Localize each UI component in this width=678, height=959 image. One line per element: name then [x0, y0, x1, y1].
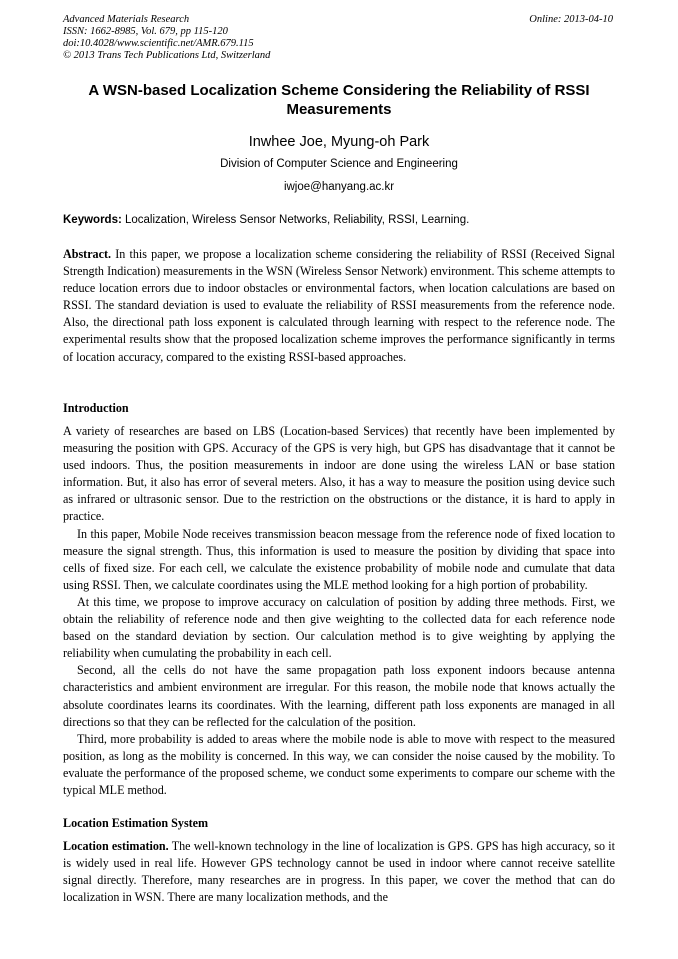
issn-line: ISSN: 1662-8985, Vol. 679, pp 115-120 — [63, 26, 228, 37]
introduction-heading: Introduction — [63, 401, 129, 415]
paper-authors: Inwhee Joe, Myung-oh Park — [248, 134, 430, 150]
abstract-text: In this paper, we propose a localization scheme considering the reliability of RSSI (Received Signal Strength Indication) measurements in the WSN (Wireless Sensor Network) environment. This scheme attempts to reduce location errors due to indoor obstacles or environmental factors, when location calculations are based on RSSI. The standard deviation is used to evaluate the reliability of RSSI measurements from the reference node. Also, the directional path loss exponent is calculated through learning with respect to the reference node. The experimental results show that the proposed localization scheme improves the performance significantly in terms of location accuracy, compared to the existing RSSI-based approaches. — [63, 247, 615, 364]
abstract-label: Abstract. — [63, 247, 112, 261]
author-email[interactable]: iwjoe@hanyang.ac.kr — [283, 181, 395, 193]
online-date: Online: 2013-04-10 — [529, 14, 613, 25]
doi-line[interactable]: doi:10.4028/www.scientific.net/AMR.679.115 — [63, 38, 254, 49]
paper-affiliation: Division of Computer Science and Engineering — [220, 158, 458, 170]
intro-paragraph: A variety of researches are based on LBS (Location-based Services) that recently have been implemented by measuring the position with GPS. Accuracy of the GPS is very high, but GPS has disadvantage that it cannot be used indoors. Thus, the position measurements in indoor are done using the wireless LAN or base station information. But, it also has error of several meters. Also, it has a way to measure the position using device such as infrared or ultrasonic sensor. Due to the restriction on the obstructions or the distance, it is hard to apply in practice. — [63, 424, 615, 524]
copyright-line: © 2013 Trans Tech Publications Ltd, Switzerland — [63, 50, 271, 61]
location-estimation-lead: Location estimation. — [63, 839, 169, 853]
intro-paragraph: Second, all the cells do not have the same propagation path loss exponent indoors because antenna characteristics and ambient environment are irregular. For this reason, the mobile node that knows actually the absolute coordinates learns its coordinates. With the learning, different path loss exponents are managed in all directions so that they can be reflected for the calculation of the position. — [63, 663, 615, 729]
journal-header — [63, 14, 270, 62]
keywords-line — [63, 213, 615, 228]
introduction-body — [63, 423, 615, 799]
intro-paragraph: Third, more probability is added to areas where the mobile node is able to move with respect to the measured position, as long as the mobility is concerned. In this way, we can consider the noise caused by the mobility. To evaluate the performance of the proposed scheme, we conduct some experiments to compare our scheme with the typical MLE method. — [63, 731, 615, 797]
location-estimation-heading: Location Estimation System — [63, 816, 209, 830]
location-estimation-paragraph — [63, 838, 615, 906]
paper-title: A WSN-based Localization Scheme Considering the Reliability of RSSI Measurements — [88, 82, 590, 118]
intro-paragraph: At this time, we propose to improve accuracy on calculation of position by adding three methods. First, we obtain the reliability of reference node and then give weighting to the collected data for each reference node based on the standard deviation by section. Our calculation method is to give weighting by applying the reliability when cumulating the probability in each cell. — [63, 594, 615, 661]
journal-name: Advanced Materials Research — [63, 14, 190, 25]
keywords-label: Keywords: — [63, 214, 122, 226]
keywords-text: Localization, Wireless Sensor Networks, Reliability, RSSI, Learning. — [121, 214, 470, 226]
abstract — [63, 246, 615, 366]
location-estimation-text: The well-known technology in the line of localization is GPS. GPS has high accuracy, so it is widely used in real life. However GPS technology cannot be used in indoor where cannot receive satellite signal directly. Therefore, many researches are in progress. In this paper, we cover the method that can do localization in WSN. There are many localization methods, and the — [63, 839, 615, 905]
intro-paragraph: In this paper, Mobile Node receives transmission beacon message from the reference node of fixed location to measure the signal strength. Thus, this information is used to measure the position by dividing that space into cells of fixed size. For each cell, we calculate the existence probability of mobile node and cumulate that data using RSSI. Then, we calculate coordinates using the MLE method looking for a high portion of probability. — [63, 526, 615, 592]
